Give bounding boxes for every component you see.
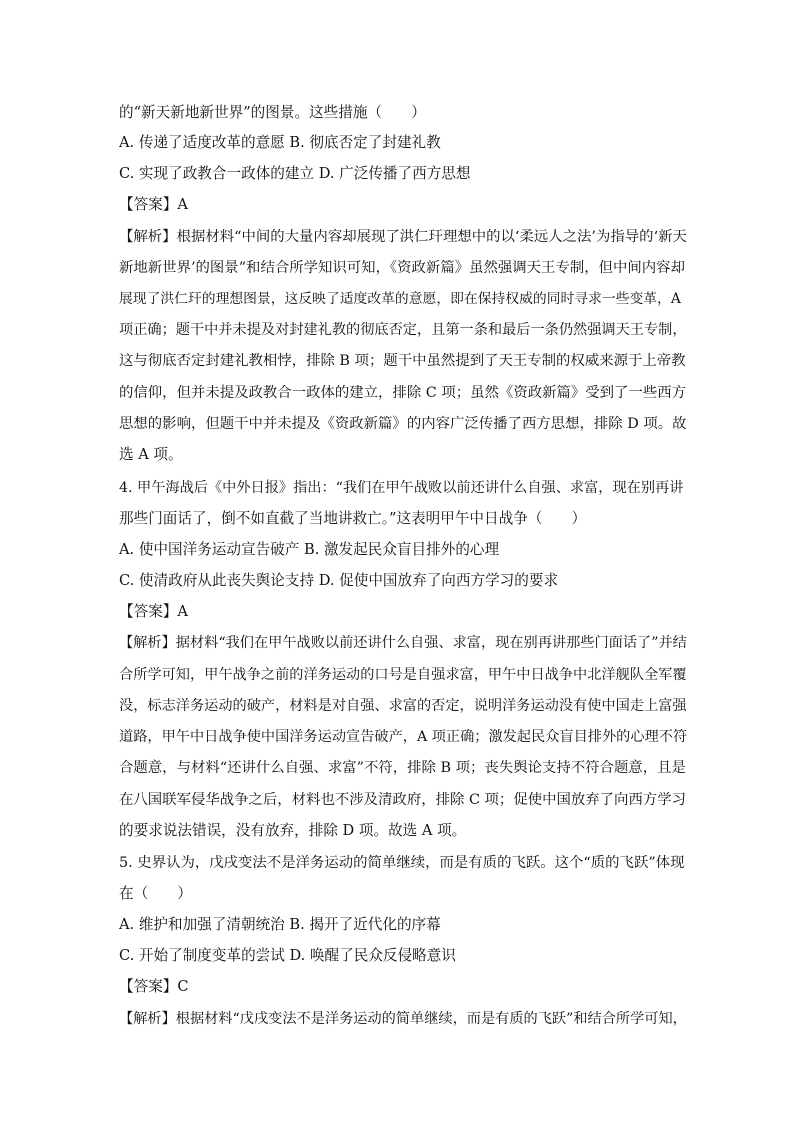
analysis-line: 合题意，与材料“还讲什么自强、求富”不符，排除 B 项；丧失舆论支持不符合题意，且是 — [119, 760, 686, 776]
option-line: C. 实现了政教合一政体的建立 D. 广泛传播了西方思想 — [119, 165, 471, 182]
analysis-line: 这与彻底否定封建礼教相悖，排除 B 项；题干中虽然提到了天王专制的权威来源于上帝教 — [119, 353, 686, 369]
question-4-stem: 那些门面话了，倒不如直截了当地讲救亡。”这表明甲午中日战争（ ） — [119, 510, 587, 527]
answer-line: 【答案】C — [119, 978, 189, 995]
analysis-line: 【解析】根据材料“中间的大量内容却展现了洪仁玕理想中的以‘柔远人之法’为指导的‘新天 — [119, 229, 687, 245]
analysis-line: 的信仰，但并未提及政教合一政体的建立，排除 C 项；虽然《资政新篇》受到了一些西方 — [119, 385, 687, 401]
analysis-line: 道路，甲午中日战争使中国洋务运动宣告破产，A 项正确；激发起民众盲目排外的心理不符 — [119, 729, 688, 745]
question-stem-continued: 的“新天新地新世界”的图景。这些措施（ ） — [119, 104, 426, 121]
option-line: C. 开始了制度变革的尝试 D. 唤醒了民众反侵略意识 — [119, 947, 456, 964]
question-5-stem: 5. 史界认为，戊戌变法不是洋务运动的简单继续，而是有质的飞跃。这个“质的飞跃”体现 — [119, 855, 685, 871]
question-5-stem: 在（ ） — [119, 885, 192, 902]
answer-line: 【答案】A — [119, 603, 188, 620]
analysis-line: 的要求说法错误，没有放弃，排除 D 项。故选 A 项。 — [119, 822, 467, 839]
option-line: A. 维护和加强了清朝统治 B. 揭开了近代化的序幕 — [119, 916, 441, 933]
option-line: A. 传递了适度改革的意愿 B. 彻底否定了封建礼教 — [119, 134, 441, 151]
option-line: A. 使中国洋务运动宣告破产 B. 激发起民众盲目排外的心理 — [119, 541, 500, 558]
analysis-line: 思想的影响，但题干中并未提及《资政新篇》的内容广泛传播了西方思想，排除 D 项。故 — [119, 416, 687, 432]
analysis-line: 没，标志洋务运动的破产，材料是对自强、求富的否定，说明洋务运动没有使中国走上富强 — [119, 698, 687, 714]
answer-line: 【答案】A — [119, 196, 188, 213]
analysis-line: 【解析】根据材料“戊戌变法不是洋务运动的简单继续，而是有质的飞跃”和结合所学可知， — [119, 1011, 687, 1027]
analysis-line: 展现了洪仁玕的理想图景，这反映了适度改革的意愿，即在保持权威的同时寻求一些变革，A — [119, 291, 681, 307]
analysis-line: 项正确；题干中并未提及对封建礼教的彻底否定，且第一条和最后一条仍然强调天王专制， — [119, 322, 687, 338]
analysis-line: 新地新世界’的图景”和结合所学知识可知，《资政新篇》虽然强调天王专制，但中间内容却 — [119, 260, 685, 276]
analysis-line: 在八国联军侵华战争之后，材料也不涉及清政府，排除 C 项；促使中国放弃了向西方学习 — [119, 792, 687, 808]
analysis-line: 合所学可知，甲午战争之前的洋务运动的口号是自强求富，甲午中日战争中北洋舰队全军覆 — [119, 667, 687, 683]
analysis-line: 选 A 项。 — [119, 446, 183, 463]
question-4-stem: 4. 甲午海战后《中外日报》指出：“我们在甲午战败以前还讲什么自强、求富，现在别再讲 — [119, 480, 684, 496]
option-line: C. 使清政府从此丧失舆论支持 D. 促使中国放弃了向西方学习的要求 — [119, 572, 559, 589]
analysis-line: 【解析】据材料“我们在甲午战败以前还讲什么自强、求富，现在别再讲那些门面话了”并结 — [119, 635, 687, 651]
